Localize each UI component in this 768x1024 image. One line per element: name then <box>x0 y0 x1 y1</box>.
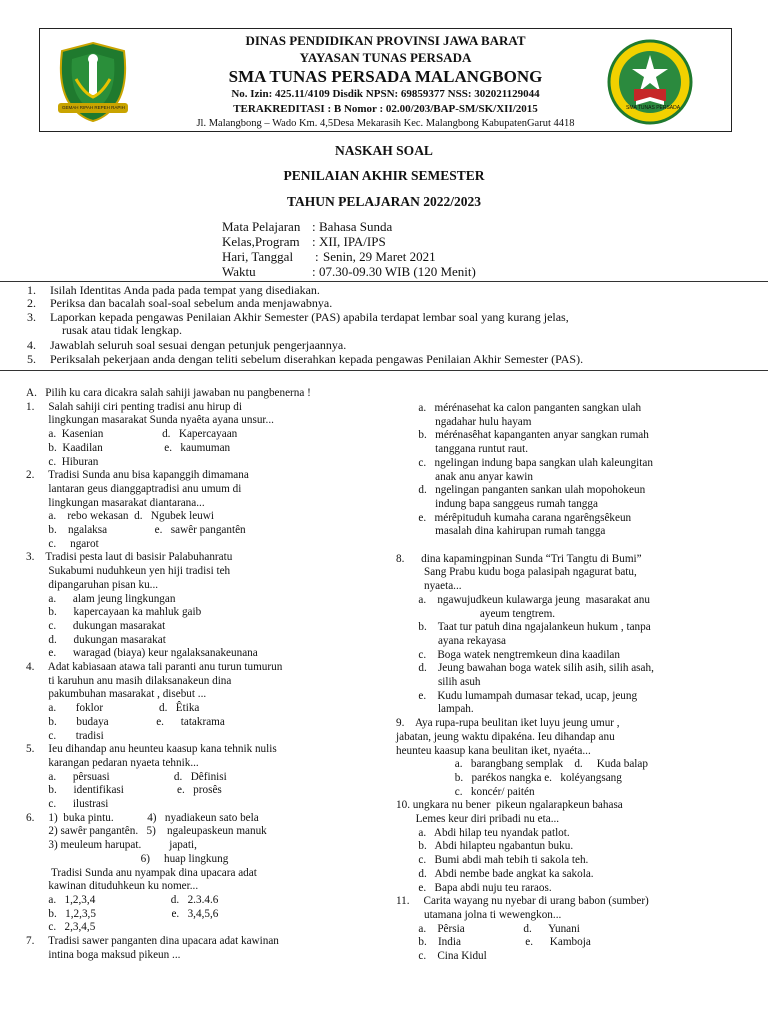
question-line: 2) sawêr pangantên. 5) ngaleupaskeun manuk <box>26 825 267 838</box>
question-line: pakumbuhan masarakat , disebut ... <box>26 688 207 701</box>
question-line: b. 1,2,3,5 e. 3,4,5,6 <box>26 907 219 920</box>
doc-title: NASKAH SOAL <box>335 143 433 158</box>
question-line: c. ilustrasi <box>26 798 109 810</box>
instruction-num: 5. <box>27 352 36 366</box>
question-line: masalah dina kahirupan rumah tangga <box>396 525 606 538</box>
questions-right-column <box>396 401 756 976</box>
question-line: 3. Tradisi pesta laut di basisir Palabuhanratu <box>26 551 233 564</box>
instruction-text: Periksalah pekerjaan anda dengan teliti sebelum diserahkan kepada pengawas Penilaian Akhir Semester (PAS). <box>50 352 584 366</box>
info-value: 07.30-09.30 WIB (120 Menit) <box>319 264 476 279</box>
question-line: anak anu anyar kawin <box>396 470 534 483</box>
school-address: Jl. Malangbong – Wado Km. 4,5Desa Mekarasih Kec. Malangbong KabupatenGarut 4418 <box>196 118 575 129</box>
question-line: Tradisi Sunda anu nyampak dina upacara adat <box>26 866 257 879</box>
question-line: a. Kasenian d. Kapercayaan <box>26 428 238 441</box>
info-value: Bahasa Sunda <box>319 219 393 234</box>
instruction-num: 2. <box>27 296 36 310</box>
info-sep: : <box>315 249 319 264</box>
questions-left-column <box>26 386 392 976</box>
question-line: c. ngelingan indung bapa sangkan ulah kaleungitan <box>396 456 653 469</box>
school-logo <box>606 39 694 125</box>
question-line: c. Hiburan <box>26 455 99 468</box>
question-line: Sang Prabu kudu boga palasipah ngagurat batu, <box>396 566 637 579</box>
question-line: Sukabumi nuduhkeun yen hiji tradisi teh <box>26 565 231 578</box>
question-line: 4. Adat kabiasaan atawa tali paranti anu turun tumurun <box>26 661 283 673</box>
academic-year: TAHUN PELAJARAN 2022/2023 <box>286 194 481 209</box>
question-line: kawinan dituduhkeun ku nomer... <box>26 880 199 893</box>
question-line: a. ngawujudkeun kulawarga jeung masarakat anu <box>396 593 650 606</box>
exam-info <box>0 219 768 279</box>
question-line: indung bapa sanggeus rumah tangga <box>396 497 598 510</box>
letterhead <box>39 28 732 132</box>
question-line: 1. Salah sahiji ciri penting tradisi anu hirup di <box>26 400 242 413</box>
instruction-text: Isilah Identitas Anda pada pada tempat yang disediakan. <box>50 283 320 297</box>
divider-bottom <box>0 370 768 371</box>
question-line: a. Pêrsia d. Yunani <box>396 922 580 935</box>
question-line: Lemes keur diri pribadi nu eta... <box>396 813 560 825</box>
info-value: XII, IPA/IPS <box>319 234 386 249</box>
info-sep: : <box>312 234 316 249</box>
question-line: 7. Tradisi sawer panganten dina upacara adat kawinan <box>26 935 279 947</box>
question-line: c. Bumi abdi mah tebih ti sakola teh. <box>396 854 589 867</box>
doc-subtitle: PENILAIAN AKHIR SEMESTER <box>283 168 485 183</box>
question-line: intina boga maksud pikeun ... <box>26 948 181 961</box>
question-line: ayana rekayasa <box>396 634 506 647</box>
question-line: e. Bapa abdi nuju teu raraos. <box>396 881 552 894</box>
instructions <box>0 283 768 373</box>
question-line: ti karuhun anu masih dilaksanakeun dina <box>26 674 232 687</box>
info-label: Mata Pelajaran <box>222 219 301 234</box>
question-line: a. mérénasehat ka calon panganten sangkan ulah <box>396 402 642 414</box>
question-line: a. foklor d. Êtika <box>26 702 200 715</box>
question-line: b. budaya e. tatakrama <box>26 715 225 728</box>
question-line: 8. dina kapamingpinan Sunda “Tri Tangtu di Bumi” <box>396 552 642 565</box>
school-name: SMA TUNAS PERSADA MALANGBONG <box>228 67 543 86</box>
question-line: a. rebo wekasan d. Ngubek leuwi <box>26 510 214 523</box>
question-line: lingkungan masarakat diantarana... <box>26 496 205 509</box>
question-line: utamana jolna ti wewengkon... <box>396 908 562 921</box>
question-line: a. 1,2,3,4 d. 2.3.4.6 <box>26 893 219 906</box>
question-line: d. Jeung bawahan boga watek silih asih, silih asah, <box>396 662 654 675</box>
question-line: a. barangbang semplak d. Kuda balap <box>396 758 648 771</box>
question-line: 6. 1) buka pintu. 4) nyadiakeun sato bela <box>26 811 259 824</box>
info-label: Hari, Tanggal <box>222 249 294 264</box>
info-label: Waktu <box>222 264 256 279</box>
question-line: e. waragad (biaya) keur ngalaksanakeunana <box>26 647 258 660</box>
question-line: b. India e. Kamboja <box>396 936 591 949</box>
question-line: d. ngelingan panganten sankan ulah mopohokeun <box>396 484 646 497</box>
question-line: 9. Aya rupa-rupa beulitan iket luyu jeung umur , <box>396 717 620 730</box>
instruction-text: rusak atau tidak lengkap. <box>62 323 182 337</box>
question-line: c. 2,3,4,5 <box>26 921 96 934</box>
question-line: c. dukungan masarakat <box>26 619 166 632</box>
question-line: 6) huap lingkung <box>26 852 229 865</box>
question-line: A. Pilih ku cara dicakra salah sahiji jawaban nu pangbenerna ! <box>26 387 311 399</box>
question-line: c. ngarot <box>26 537 99 550</box>
question-line: d. dukungan masarakat <box>26 633 166 646</box>
question-line: b. mérénasêhat kapanganten anyar sangkan rumah <box>396 429 649 442</box>
question-line: heunteu kaasup kana beulitan iket, nyaéta... <box>396 744 591 757</box>
question-line: b. Taat tur patuh dina ngajalankeun hukum , tanpa <box>396 621 651 634</box>
question-line: jabatan, jeung waktu dipakéna. Ieu dihandap anu <box>396 730 615 743</box>
question-line: lampah. <box>396 703 474 716</box>
question-line: ayeum tengtrem. <box>396 607 556 620</box>
info-value: Senin, 29 Maret 2021 <box>323 249 436 264</box>
foundation-name: YAYASAN TUNAS PERSADA <box>299 50 472 65</box>
accreditation: TERAKREDITASI : B Nomor : 02.00/203/BAP-SM/SK/XII/2015 <box>233 103 538 115</box>
instruction-text: Periksa dan bacalah soal-soal sebelum anda menjawabnya. <box>50 296 333 310</box>
instruction-num: 3. <box>27 310 36 324</box>
question-line: 10. ungkara nu bener pikeun ngalarapkeun bahasa <box>396 799 623 812</box>
info-sep: : <box>312 219 316 234</box>
question-line: a. alam jeung lingkungan <box>26 592 176 605</box>
question-line: d. Abdi nembe bade angkat ka sakola. <box>396 867 594 880</box>
question-line: c. Boga watek nengtremkeun dina kaadilan <box>396 648 620 661</box>
question-line: b. kapercayaan ka mahluk gaib <box>26 606 202 619</box>
instruction-num: 4. <box>27 338 36 352</box>
right-logo-label: SMA TUNAS PERSADA <box>626 105 681 111</box>
question-line: e. mérêpituduh kumaha carana ngarêngsêkeun <box>396 511 632 524</box>
instruction-text: Jawablah seluruh soal sesuai dengan petunjuk pengerjaannya. <box>50 338 347 352</box>
question-line: b. ngalaksa e. sawêr pangantên <box>26 524 246 536</box>
question-line: ngadahar hulu hayam <box>396 415 532 428</box>
question-line: e. Kudu lumampah dumasar tekad, ucap, jeung <box>396 689 638 702</box>
question-line: b. Kaadilan e. kaumuman <box>26 441 231 454</box>
question-line: karangan pedaran nyaeta tehnik... <box>26 756 199 769</box>
question-line: b. identifikasi e. prosês <box>26 784 222 797</box>
left-logo-motto: GEMAH RIPAH REPEH RAPIH <box>62 105 125 110</box>
question-line: 11. Carita wayang nu nyebar di urang babon (sumber) <box>396 895 649 908</box>
question-line: c. tradisi <box>26 729 104 742</box>
instruction-text: Laporkan kepada pengawas Penilaian Akhir Semester (PAS) apabila terdapat lembar soal yang kurang jelas, <box>50 310 569 324</box>
question-line: dipangaruhan pisan ku... <box>26 578 159 591</box>
question-line: c. Cina Kidul <box>396 950 487 962</box>
question-line: b. parékos nangka e. koléyangsang <box>396 771 622 784</box>
question-line: 3) meuleum harupat. japati, <box>26 839 197 852</box>
question-line: tanggana runtut raut. <box>396 443 529 456</box>
question-line: 2. Tradisi Sunda anu bisa kapanggih dimamana <box>26 469 249 482</box>
question-line: c. koncér/ paitén <box>396 785 535 798</box>
question-line: b. Abdi hilapteu ngabantun buku. <box>396 840 574 853</box>
question-line: silih asuh <box>396 676 481 688</box>
info-sep: : <box>312 264 316 279</box>
school-registration: No. Izin: 425.11/4109 Disdik NPSN: 69859377 NSS: 302021129044 <box>231 88 540 100</box>
info-label: Kelas,Program <box>222 234 300 249</box>
question-line: nyaeta... <box>396 580 462 593</box>
divider-top <box>0 281 768 282</box>
question-line: lantaran geus dianggaptradisi anu umum di <box>26 482 242 495</box>
question-line: a. pêrsuasi d. Dêfinisi <box>26 770 227 783</box>
question-line: lingkungan masarakat Sunda nyaêta ayana unsur... <box>26 414 274 427</box>
question-line: a. Abdi hilap teu nyandak patlot. <box>396 826 570 839</box>
instruction-num: 1. <box>27 283 36 297</box>
agency-name: DINAS PENDIDIKAN PROVINSI JAWA BARAT <box>245 33 526 48</box>
question-line: 5. Ieu dihandap anu heunteu kaasup kana tehnik nulis <box>26 743 277 756</box>
